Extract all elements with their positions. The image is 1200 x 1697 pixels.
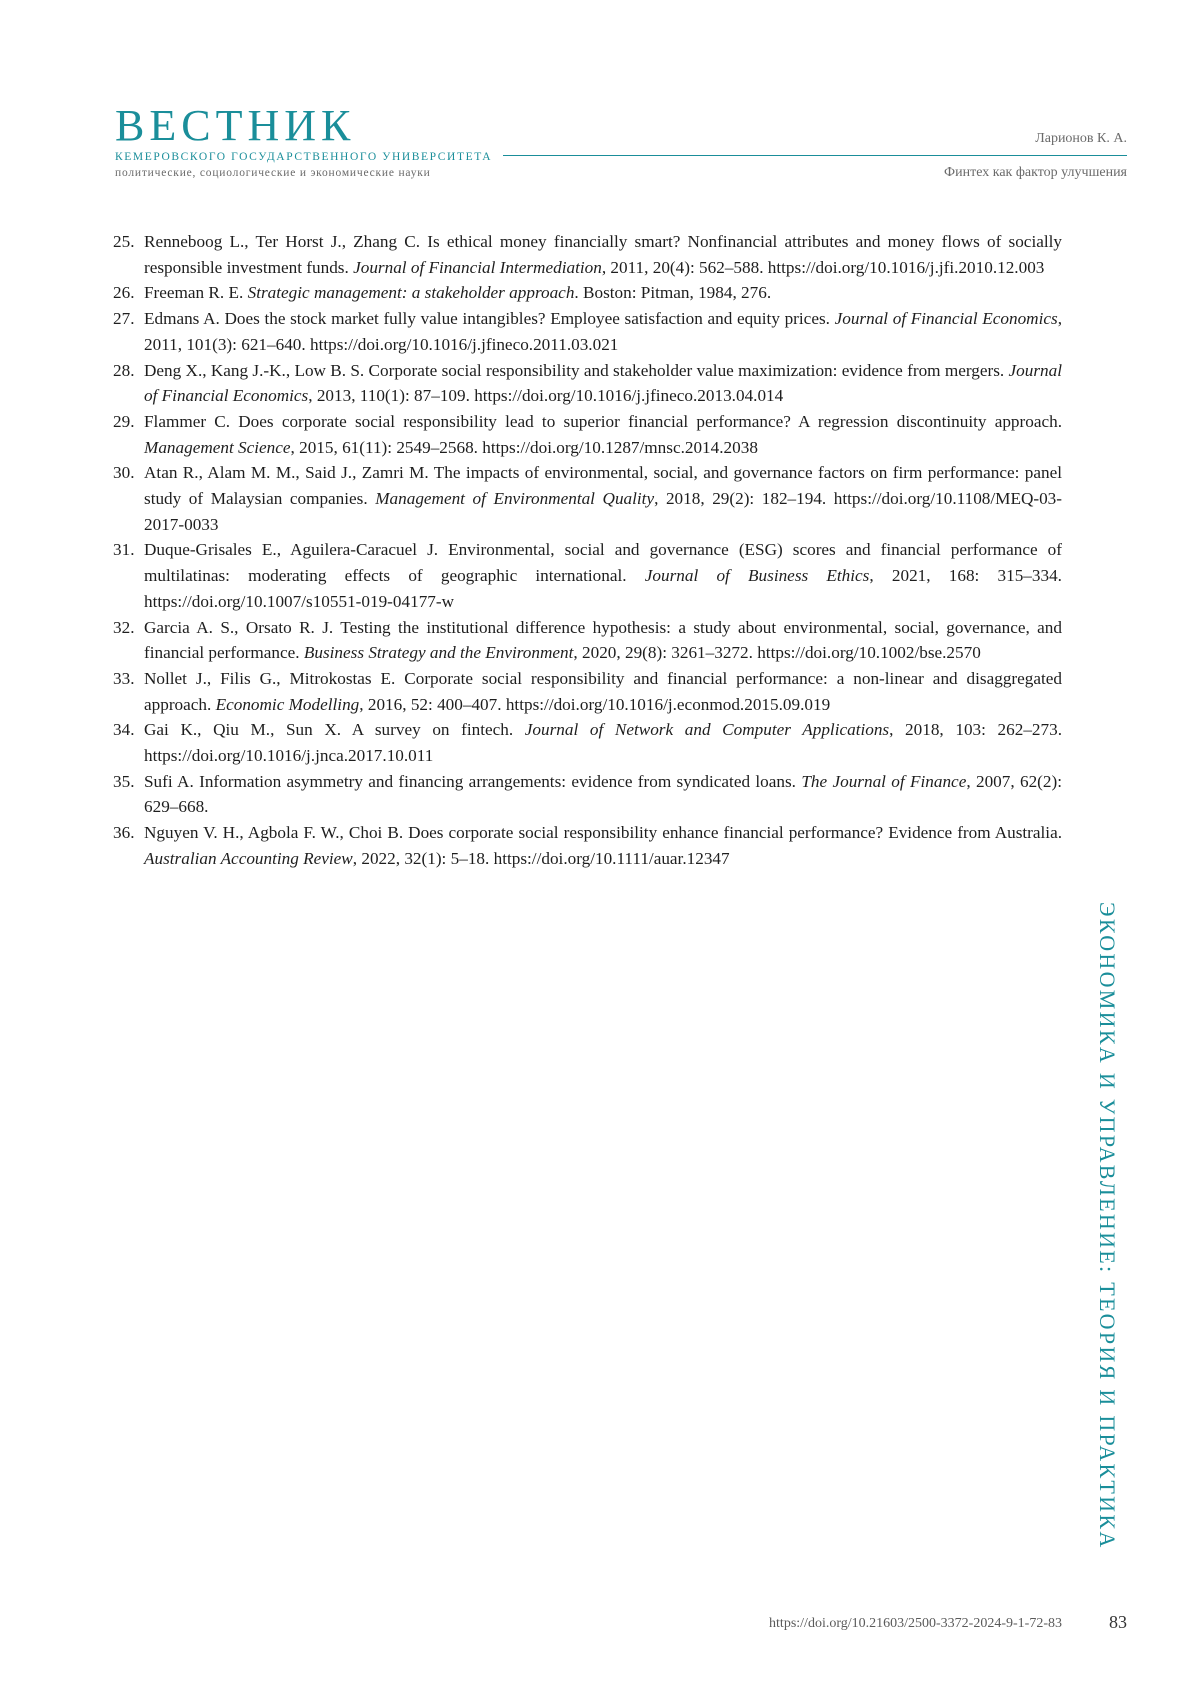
reference-item [113,769,1062,820]
reference-venue: Business Strategy and the Environment [303,643,574,663]
reference-details: , 2011, 20(4): 562–588. https://doi.org/10.1016/j.jfi.2010.12.003 [601,257,1045,277]
reference-text: Renneboog L., Ter Horst J., Zhang C. Is ethical money financially smart? Nonfinancial attributes and money flows of socially responsible investment funds. [144,232,1062,277]
reference-venue: Journal of Financial Economics [144,360,1062,406]
reference-text: Atan R., Alam M. M., Said J., Zamri M. The impacts of environmental, social, and governance factors on firm performance: panel study of Malaysian companies. [144,463,1062,509]
reference-text: Freeman R. E. [144,283,248,303]
reference-venue: Economic Modelling [215,694,360,714]
reference-number: 35. [113,771,135,791]
reference-item [113,229,1062,280]
reference-number: 29. [113,411,135,431]
reference-venue: Strategic management: a stakeholder approach [247,283,575,303]
running-author: Ларионов К. А. [1035,131,1127,146]
reference-item [113,820,1062,871]
reference-details: , 2016, 52: 400–407. https://doi.org/10.1016/j.econmod.2015.09.019 [359,694,831,714]
reference-details: , 2007, 62(2): 629–668. [144,771,1062,817]
reference-venue: The Journal of Finance [801,771,967,791]
reference-number: 33. [113,668,135,688]
reference-item [113,460,1062,537]
reference-number: 27. [113,309,135,329]
reference-text: Garcia A. S., Orsato R. J. Testing the institutional difference hypothesis: a study about environmental, social, governance, and financial performance. [144,617,1062,663]
journal-subtitle: КЕМЕРОВСКОГО ГОСУДАРСТВЕННОГО УНИВЕРСИТЕТА [115,151,493,163]
reference-venue: Management of Environmental Quality [375,489,655,509]
reference-venue: Journal of Financial Economics [834,309,1058,329]
reference-item [113,537,1062,614]
reference-number: 36. [113,823,135,843]
reference-text: Deng X., Kang J.-K., Low B. S. Corporate social responsibility and stakeholder value maximization: evidence from mergers. [144,360,1009,380]
reference-details: , 2018, 103: 262–273. https://doi.org/10.1016/j.jnca.2017.10.011 [144,720,1062,766]
reference-details: , 2015, 61(11): 2549–2568. https://doi.org/10.1287/mnsc.2014.2038 [290,437,758,457]
reference-venue: Australian Accounting Review [144,848,353,868]
reference-details: , 2022, 32(1): 5–18. https://doi.org/10.1111/auar.12347 [352,848,730,868]
reference-details: , 2018, 29(2): 182–194. https://doi.org/10.1108/MEQ-03-2017-0033 [144,489,1062,534]
reference-details: , 2020, 29(8): 3261–3272. https://doi.org/10.1002/bse.2570 [573,643,981,663]
reference-text: Gai K., Qiu M., Sun X. A survey on fintech. [144,720,525,740]
reference-item [113,409,1062,460]
reference-item [113,280,1062,306]
reference-details: , 2011, 101(3): 621–640. https://doi.org/10.1016/j.jfineco.2011.03.021 [144,309,1062,354]
reference-item [113,666,1062,717]
running-article-title: Финтех как фактор улучшения [944,165,1127,180]
reference-text: Nollet J., Filis G., Mitrokostas E. Corporate social responsibility and financial performance: a non-linear and disaggregated approach. [144,668,1062,714]
page-number: 83 [1109,1612,1127,1632]
reference-text: Edmans A. Does the stock market fully value intangibles? Employee satisfaction and equity prices. [144,309,835,329]
footer-doi-link[interactable]: https://doi.org/10.21603/2500-3372-2024-9-1-72-83 [769,1616,1062,1631]
journal-series: политические, социологические и экономические науки [115,167,431,179]
reference-venue: Journal of Business Ethics [644,566,870,586]
reference-item [113,358,1062,409]
journal-title: ВЕСТНИК [115,101,356,150]
reference-item [113,306,1062,357]
reference-item [113,615,1062,666]
reference-number: 25. [113,232,135,251]
reference-number: 32. [113,617,135,637]
reference-venue: Management Science [144,437,291,457]
reference-list [113,229,1062,872]
reference-number: 26. [113,283,135,303]
reference-number: 31. [113,540,135,560]
header-divider [503,155,1127,156]
reference-text: Sufi A. Information asymmetry and financing arrangements: evidence from syndicated loans. [144,771,802,791]
reference-number: 34. [113,720,135,740]
reference-number: 28. [113,360,135,380]
reference-details: , 2013, 110(1): 87–109. https://doi.org/10.1016/j.jfineco.2013.04.014 [308,386,784,406]
reference-text: Duque-Grisales E., Aguilera-Caracuel J. Environmental, social and governance (ESG) scores and financial performance of multilatinas: moderating effects of geographic international. [144,540,1062,586]
reference-venue: Journal of Network and Computer Applications [524,720,890,740]
section-side-title: ЭКОНОМИКА И УПРАВЛЕНИЕ: ТЕОРИЯ И ПРАКТИКА [1095,902,1120,1550]
reference-venue: Journal of Financial Intermediation [353,257,602,277]
reference-details: , 2021, 168: 315–334. https://doi.org/10.1007/s10551-019-04177-w [144,566,1062,611]
reference-details: . Boston: Pitman, 1984, 276. [574,283,772,303]
reference-number: 30. [113,463,135,483]
reference-text: Flammer C. Does corporate social responsibility lead to superior financial performance? A regression discontinuity approach. [144,411,1062,431]
reference-text: Nguyen V. H., Agbola F. W., Choi B. Does corporate social responsibility enhance financial performance? Evidence from Australia. [144,823,1062,843]
reference-item [113,717,1062,768]
